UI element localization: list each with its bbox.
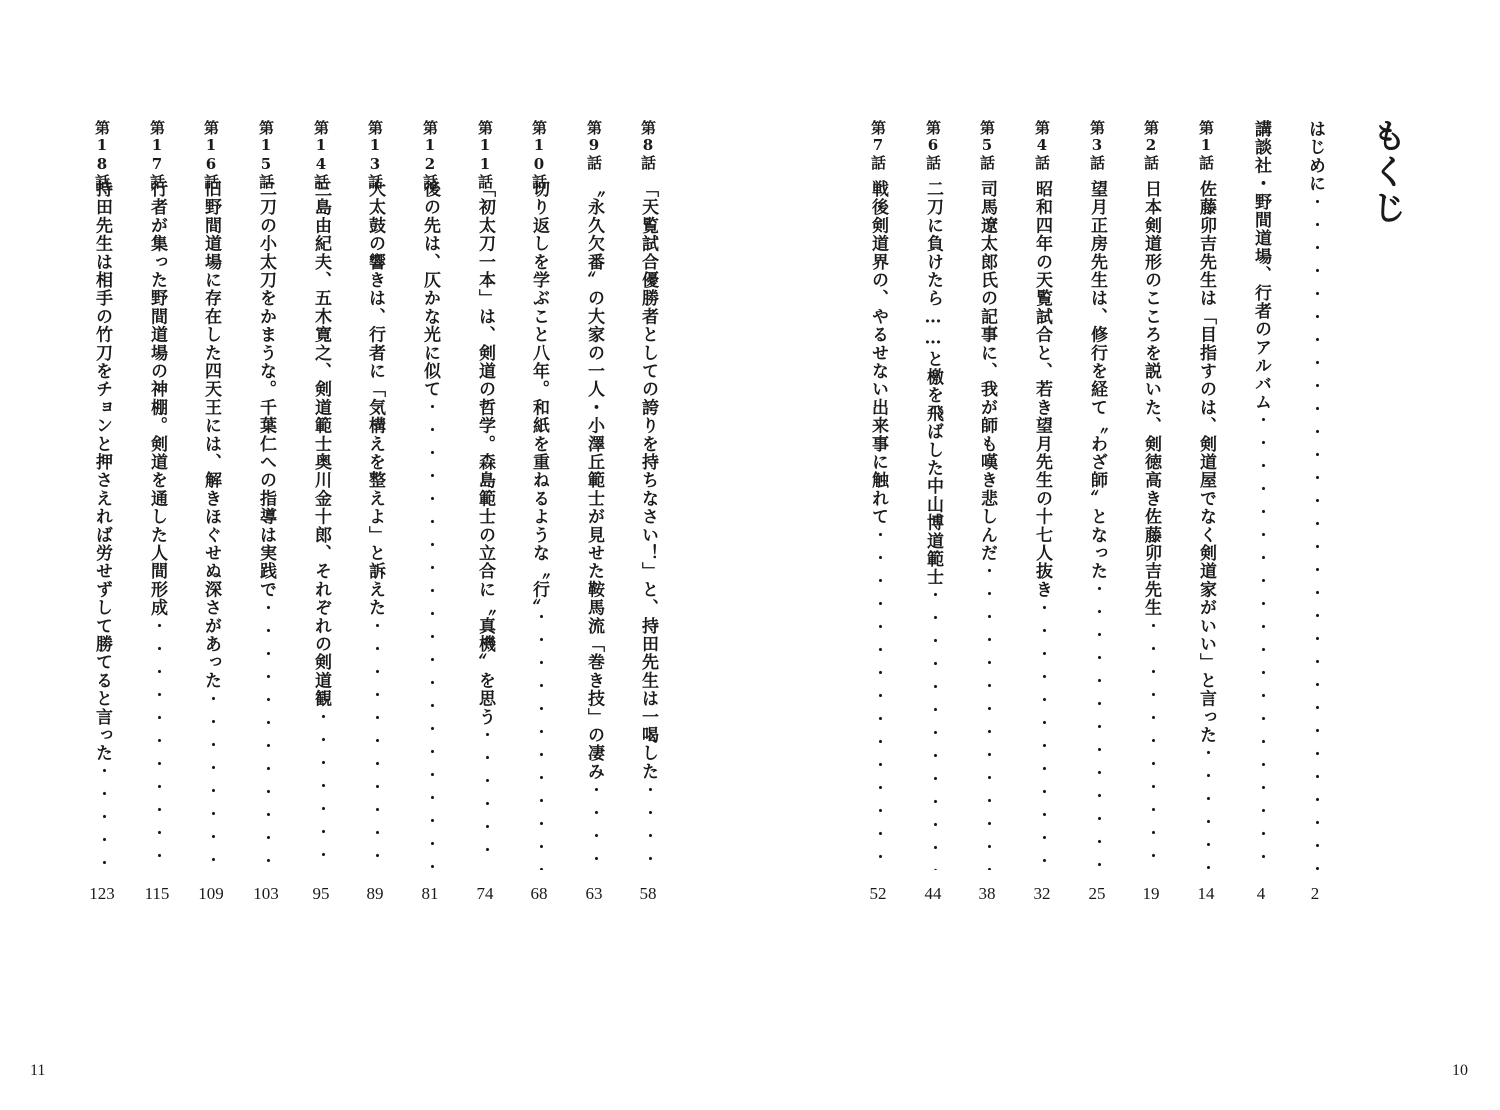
chapter-title: 三島由紀夫、五木寛之、剣道範士奥川金十郎、それぞれの剣道観 ・・・・・・・・・・・・・・・・・・・・・・・・・・・・・・・・・・・・・・・・・・・・・・・・・・・・・・・・ <box>310 180 332 870</box>
chapter-title: 望月正房先生は、修行を経て〝わざ師〟となった ・・・・・・・・・・・・・・・・・・・・・・・・・・・・・・・・・・・・・・・・・・・・・・・・・・・・・・・・ <box>1086 180 1108 870</box>
page-reference: 38 <box>978 884 996 903</box>
chapter-title: 「初太刀一本」は、剣道の哲学。森島範士の立合に〝真機〟を思う ・・・・・・・・・・・・・・・・・・・・・・・・・・・・・・・・・・・・・・・・・・・・・・・・・・・・・・・・ <box>474 180 496 870</box>
chapter-title: 司馬遼太郎氏の記事に、我が師も嘆き悲しんだ ・・・・・・・・・・・・・・・・・・・・・・・・・・・・・・・・・・・・・・・・・・・・・・・・・・・・・・・・ <box>976 180 998 870</box>
chapter-number: 第2話 <box>1142 120 1160 171</box>
chapter-number: 第1話 <box>1197 120 1215 171</box>
page-reference: 109 <box>198 884 224 903</box>
chapter-number: 第14話 <box>312 120 330 190</box>
chapter-title: 旧野間道場に存在した四天王には、解きほぐせぬ深さがあった ・・・・・・・・・・・・・・・・・・・・・・・・・・・・・・・・・・・・・・・・・・・・・・・・・・・・・・・・ <box>200 180 222 870</box>
page-reference: 81 <box>421 884 439 903</box>
chapter-title: 「天覧試合優勝者としての誇りを持ちなさい！」と、持田先生は一喝した ・・・・・・・・・・・・・・・・・・・・・・・・・・・・・・・・・・・・・・・・・・・・・・・・・・・・・・・・ <box>637 180 659 870</box>
chapter-title: 昭和四年の天覧試合と、若き望月先生の十七人抜き ・・・・・・・・・・・・・・・・・・・・・・・・・・・・・・・・・・・・・・・・・・・・・・・・・・・・・・・・ <box>1031 180 1053 870</box>
chapter-title: 大太鼓の響きは、行者に「気構えを整えよ」と訴えた ・・・・・・・・・・・・・・・・・・・・・・・・・・・・・・・・・・・・・・・・・・・・・・・・・・・・・・・・ <box>364 180 386 870</box>
chapter-number: 第11話 <box>476 120 494 190</box>
page-reference: 4 <box>1256 884 1266 903</box>
chapter-number: 第13話 <box>366 120 384 190</box>
chapter-title: 行者が集った野間道場の神棚。剣道を通した人間形成 ・・・・・・・・・・・・・・・・・・・・・・・・・・・・・・・・・・・・・・・・・・・・・・・・・・・・・・・・ <box>146 180 168 870</box>
page-reference: 115 <box>144 884 170 903</box>
chapter-number: 第10話 <box>530 120 548 190</box>
page-reference: 58 <box>639 884 657 903</box>
chapter-number: 第18話 <box>93 120 111 190</box>
page-reference: 95 <box>312 884 330 903</box>
chapter-title: 戦後剣道界の、やるせない出来事に触れて ・・・・・・・・・・・・・・・・・・・・・・・・・・・・・・・・・・・・・・・・・・・・・・・・・・・・・・・・ <box>867 180 889 870</box>
page-number-right: 10 <box>1452 1062 1468 1079</box>
page-reference: 19 <box>1142 884 1160 903</box>
chapter-title: 講談社・野間道場、行者のアルバム ・・・・・・・・・・・・・・・・・・・・・・・・・・・・・・・・・・・・・・・・・・・・・・・・・・・・・・・・ <box>1250 120 1272 870</box>
page-reference: 103 <box>253 884 279 903</box>
chapter-number: 第17話 <box>148 120 166 190</box>
page-reference: 123 <box>89 884 115 903</box>
chapter-title: 佐藤卯吉先生は「目指すのは、剣道屋でなく剣道家がいい」と言った ・・・・・・・・・・・・・・・・・・・・・・・・・・・・・・・・・・・・・・・・・・・・・・・・・・・・・・・・ <box>1195 180 1217 870</box>
chapter-number: 第6話 <box>924 120 942 171</box>
chapter-number: 第15話 <box>257 120 275 190</box>
chapter-number: 第5話 <box>978 120 996 171</box>
page-reference: 68 <box>530 884 548 903</box>
page-reference: 52 <box>869 884 887 903</box>
page-reference: 89 <box>366 884 384 903</box>
chapter-number: 第9話 <box>585 120 603 171</box>
chapter-title: 後の先は、仄かな光に似て ・・・・・・・・・・・・・・・・・・・・・・・・・・・・・・・・・・・・・・・・・・・・・・・・・・・・・・・・ <box>419 180 441 870</box>
chapter-title: 二刀に負けたら……と檄を飛ばした中山博道範士 ・・・・・・・・・・・・・・・・・・・・・・・・・・・・・・・・・・・・・・・・・・・・・・・・・・・・・・・・ <box>922 180 944 870</box>
page-reference: 63 <box>585 884 603 903</box>
chapter-number: 第3話 <box>1088 120 1106 171</box>
page-reference: 32 <box>1033 884 1051 903</box>
chapter-title: 切り返しを学ぶこと八年。和紙を重ねるような〝行〟 ・・・・・・・・・・・・・・・・・・・・・・・・・・・・・・・・・・・・・・・・・・・・・・・・・・・・・・・・ <box>528 180 550 870</box>
page-reference: 25 <box>1088 884 1106 903</box>
page-number-left: 11 <box>30 1062 46 1079</box>
chapter-number: 第8話 <box>639 120 657 171</box>
page-reference: 14 <box>1197 884 1215 903</box>
chapter-title: はじめに ・・・・・・・・・・・・・・・・・・・・・・・・・・・・・・・・・・・・・・・・・・・・・・・・・・・・・・・・ <box>1304 120 1326 870</box>
chapter-number: 第7話 <box>869 120 887 171</box>
toc-title: もくじ <box>1366 118 1406 226</box>
chapter-number: 第12話 <box>421 120 439 190</box>
page-reference: 44 <box>924 884 942 903</box>
page-reference: 2 <box>1310 884 1320 903</box>
chapter-title: 〝永久欠番〟の大家の一人・小澤丘範士が見せた鞍馬流「巻き技」の凄み ・・・・・・・・・・・・・・・・・・・・・・・・・・・・・・・・・・・・・・・・・・・・・・・・・・・・・・・・ <box>583 180 605 870</box>
chapter-title: 二刀の小太刀をかまうな。千葉仁への指導は実践で ・・・・・・・・・・・・・・・・・・・・・・・・・・・・・・・・・・・・・・・・・・・・・・・・・・・・・・・・ <box>255 180 277 870</box>
chapter-title: 日本剣道形のこころを説いた、剣徳高き佐藤卯吉先生 ・・・・・・・・・・・・・・・・・・・・・・・・・・・・・・・・・・・・・・・・・・・・・・・・・・・・・・・・ <box>1140 180 1162 870</box>
chapter-title: 持田先生は相手の竹刀をチョンと押さえれば労せずして勝てると言った ・・・・・・・・・・・・・・・・・・・・・・・・・・・・・・・・・・・・・・・・・・・・・・・・・・・・・・・・ <box>91 180 113 870</box>
page-reference: 74 <box>476 884 494 903</box>
chapter-number: 第16話 <box>202 120 220 190</box>
chapter-number: 第4話 <box>1033 120 1051 171</box>
